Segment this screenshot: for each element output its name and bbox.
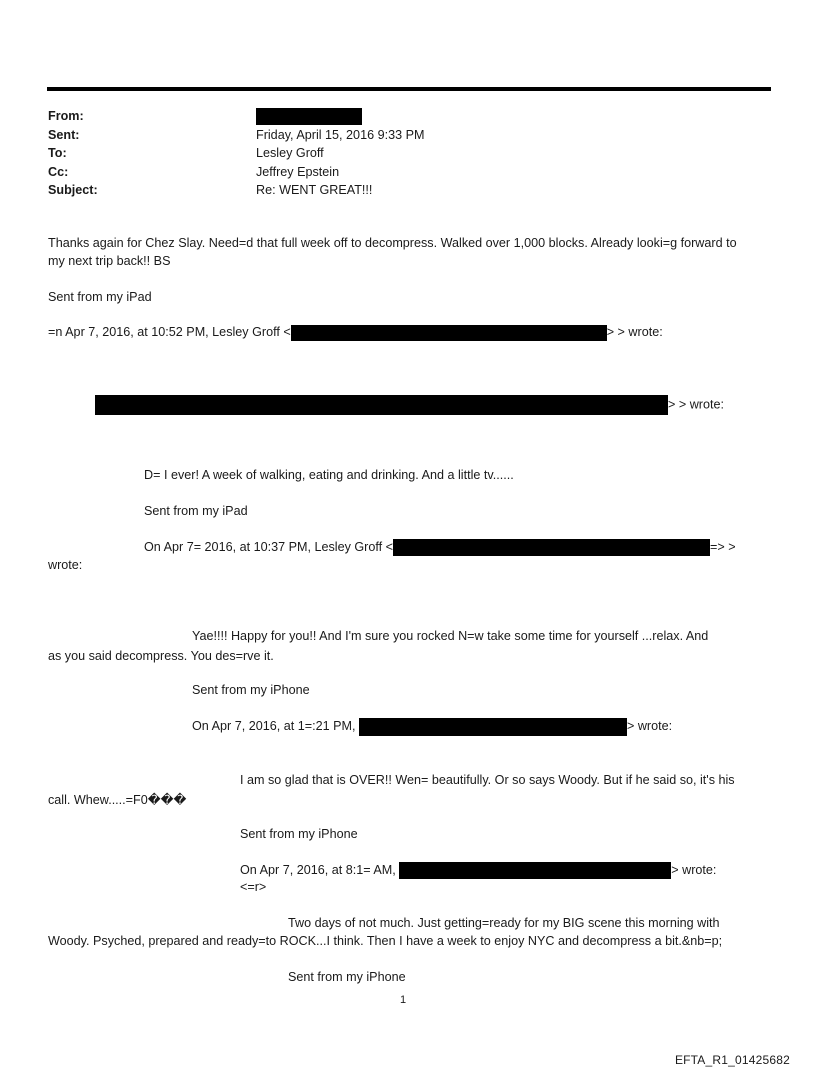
from-value bbox=[256, 107, 768, 126]
subject-label: Subject: bbox=[48, 183, 98, 197]
redaction-bar bbox=[393, 539, 710, 556]
redaction-bar bbox=[399, 862, 671, 879]
header-rule bbox=[47, 87, 771, 91]
quote-header-tail: > wrote: bbox=[671, 863, 717, 877]
body-paragraph-line: as you said decompress. You des=rve it. bbox=[48, 649, 274, 663]
quote-header bbox=[192, 717, 672, 736]
quote-header bbox=[95, 395, 724, 415]
subject-value: Re: WENT GREAT!!! bbox=[256, 183, 373, 197]
cc-label: Cc: bbox=[48, 164, 69, 179]
sent-row bbox=[48, 126, 768, 145]
redaction-bar bbox=[359, 718, 627, 736]
body-paragraph-line: I am so glad that is OVER!! Wen= beautifully. Or so says Woody. But if he said so, it's his bbox=[240, 773, 735, 787]
signature: Sent from my iPhone bbox=[192, 683, 310, 697]
signature: Sent from my iPhone bbox=[240, 827, 358, 841]
sent-value: Friday, April 15, 2016 9:33 PM bbox=[256, 127, 425, 142]
to-value: Lesley Groff bbox=[256, 146, 324, 160]
from-row bbox=[48, 107, 768, 126]
body-paragraph-line: Yae!!!! Happy for you!! And I'm sure you rocked N=w take some time for yourself ...relax. And bbox=[192, 629, 709, 643]
redaction-bar bbox=[95, 395, 668, 415]
body-paragraph-line: call. Whew.....=F0��� bbox=[48, 793, 187, 807]
cc-row bbox=[48, 163, 768, 182]
body-paragraph-line: Two days of not much. Just getting=ready for my BIG scene this morning with bbox=[288, 916, 720, 930]
quote-header-tail: > wrote: bbox=[626, 719, 673, 733]
to-label: To: bbox=[48, 146, 67, 160]
quote-header bbox=[240, 861, 716, 879]
signature: Sent from my iPhone bbox=[288, 970, 406, 984]
subject-row bbox=[48, 181, 768, 200]
redaction-bar bbox=[256, 108, 362, 125]
quote-header-tail: => > bbox=[710, 540, 736, 554]
sent-label: Sent: bbox=[48, 127, 80, 142]
quote-header-tail: > > wrote: bbox=[668, 397, 725, 412]
quote-header-text: On Apr 7, 2016, at 1=:21 PM, bbox=[192, 719, 356, 733]
to-row bbox=[48, 144, 768, 163]
quote-header-tail: > > wrote: bbox=[606, 325, 663, 339]
redaction-bar bbox=[291, 325, 607, 341]
email-header bbox=[48, 107, 768, 200]
signature: Sent from my iPad bbox=[144, 504, 248, 518]
from-label: From: bbox=[48, 109, 84, 123]
cc-value: Jeffrey Epstein bbox=[256, 164, 340, 179]
quote-header-wrap: wrote: bbox=[48, 558, 83, 572]
quote-header-text: =n Apr 7, 2016, at 10:52 PM, Lesley Groff < bbox=[48, 325, 291, 339]
quote-header-text: On Apr 7, 2016, at 8:1= AM, bbox=[240, 863, 396, 877]
quote-header-text: On Apr 7= 2016, at 10:37 PM, Lesley Groff < bbox=[144, 540, 393, 554]
quote-header bbox=[144, 538, 736, 556]
body-paragraph-line: Woody. Psyched, prepared and ready=to ROCK...I think. Then I have a week to enjoy NYC and decompress a bit.&nb=p; bbox=[48, 934, 723, 948]
body-paragraph: Thanks again for Chez Slay. Need=d that full week off to decompress. Walked over 1,000 blocks. Already looki=g forward to my next trip back!! BS bbox=[48, 236, 737, 268]
signature: Sent from my iPad bbox=[48, 290, 152, 304]
body-paragraph: D= I ever! A week of walking, eating and drinking. And a little tv...... bbox=[144, 468, 514, 482]
page-number: 1 bbox=[400, 994, 407, 1006]
quote-header bbox=[48, 323, 663, 341]
bates-stamp: EFTA_R1_01425682 bbox=[674, 1053, 790, 1067]
html-break-marker: <=r> bbox=[240, 880, 267, 894]
